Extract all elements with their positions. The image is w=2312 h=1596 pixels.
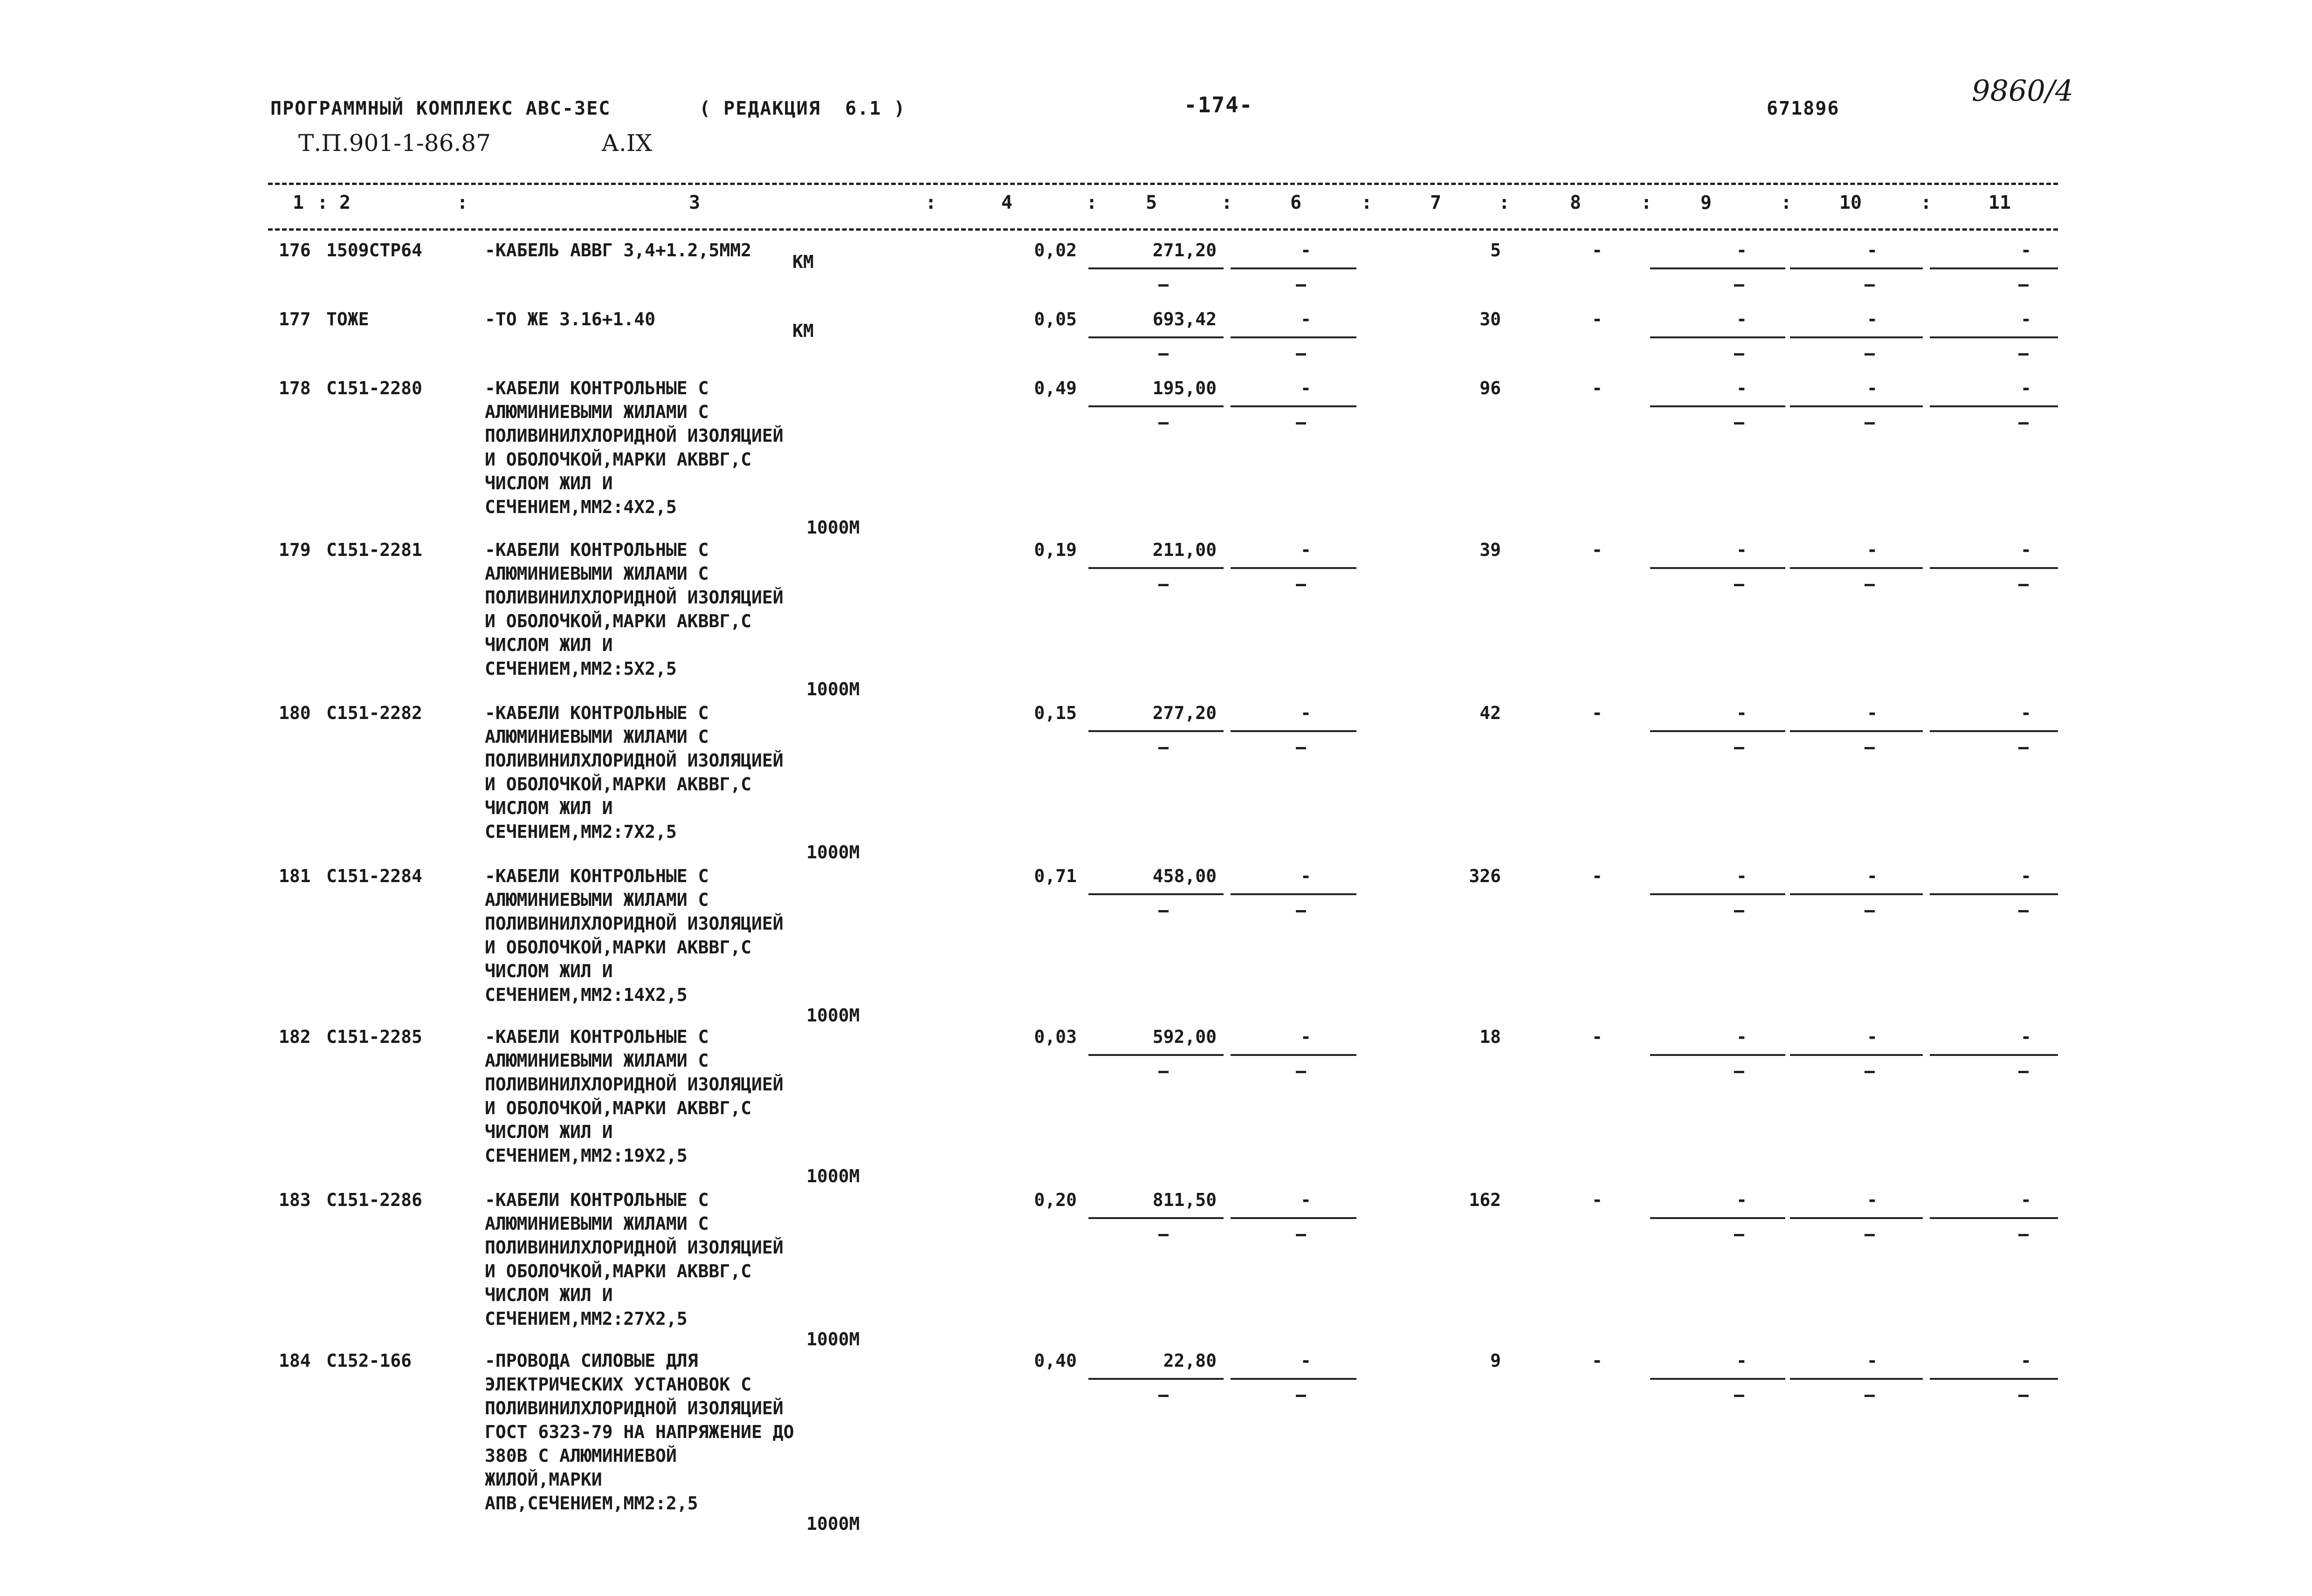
quantity: 0,05: [1034, 309, 1077, 329]
column-number-10: 10: [1839, 192, 1862, 213]
description-line: ПОЛИВИНИЛХЛОРИДНОЙ ИЗОЛЯЦИЕЙ: [485, 1398, 784, 1418]
description-line: ПОЛИВИНИЛХЛОРИДНОЙ ИЗОЛЯЦИЕЙ: [485, 1074, 784, 1095]
description-line: ПОЛИВИНИЛХЛОРИДНОЙ ИЗОЛЯЦИЕЙ: [485, 1237, 784, 1258]
project-number: Т.П.901-1-86.87: [298, 130, 491, 157]
price-code: ТОЖЕ: [326, 309, 369, 329]
fraction-rule: [1088, 567, 1224, 569]
unit-price: 458,00: [1152, 866, 1217, 886]
description-line: СЕЧЕНИЕМ,ММ2:27Х2,5: [485, 1308, 688, 1329]
empty-value-dash: [1865, 1234, 1875, 1236]
unit-price: 811,50: [1152, 1190, 1217, 1210]
empty-value-dash: [1865, 353, 1875, 356]
column-7-value: 96: [1479, 378, 1501, 398]
fraction-rule: [1231, 893, 1356, 895]
column-11-value: -: [2021, 1190, 2031, 1210]
empty-value-dash: [1734, 1234, 1744, 1236]
empty-value-dash: [1296, 1071, 1306, 1073]
quantity: 0,02: [1034, 240, 1077, 260]
item-description: [485, 308, 655, 331]
fraction-rule: [1231, 336, 1356, 338]
empty-value-dash: [1158, 747, 1169, 749]
empty-value-dash: [1158, 910, 1169, 912]
column-8-value: -: [1592, 703, 1603, 723]
column-10-value: -: [1867, 240, 1878, 260]
column-9-value: -: [1736, 378, 1747, 398]
column-7-value: 5: [1490, 240, 1501, 260]
column-10-value: -: [1867, 309, 1878, 329]
empty-value-dash: [2018, 284, 2029, 287]
program-title: ПРОГРАММНЫЙ КОМПЛЕКС АВС-ЗЕС: [270, 98, 611, 119]
document-code: 671896: [1767, 98, 1840, 119]
description-line: СЕЧЕНИЕМ,ММ2:5Х2,5: [485, 658, 677, 679]
empty-value-dash: [1734, 422, 1744, 425]
row-number: 176: [279, 240, 311, 260]
empty-value-dash: [1296, 584, 1306, 586]
empty-value-dash: [1296, 747, 1306, 749]
unit-of-measure: 1000М: [806, 1166, 860, 1186]
unit-of-measure: 1000М: [806, 517, 860, 538]
fraction-rule: [1650, 730, 1785, 732]
row-number: 178: [279, 378, 311, 398]
quantity: 0,71: [1034, 866, 1077, 886]
fraction-rule: [1930, 1054, 2058, 1056]
column-11-value: -: [2021, 378, 2031, 398]
unit-price: 592,00: [1152, 1027, 1217, 1047]
column-number-4: 4: [1001, 192, 1013, 213]
fraction-rule: [1088, 267, 1224, 269]
price-code: С151-2280: [326, 378, 422, 398]
description-line: И ОБОЛОЧКОЙ,МАРКИ АКВВГ,С: [485, 774, 751, 795]
column-9-value: -: [1736, 703, 1747, 723]
description-line: И ОБОЛОЧКОЙ,МАРКИ АКВВГ,С: [485, 611, 751, 631]
description-line: ЧИСЛОМ ЖИЛ И: [485, 635, 613, 655]
empty-value-dash: [1734, 747, 1744, 749]
unit-price: 22,80: [1163, 1350, 1217, 1371]
column-number-3: 3: [688, 192, 701, 213]
fraction-rule: [1088, 1217, 1224, 1219]
fraction-rule: [1650, 405, 1785, 407]
column-10-value: -: [1867, 540, 1878, 560]
item-description: [485, 239, 751, 262]
empty-value-dash: [2018, 910, 2029, 912]
description-line: СЕЧЕНИЕМ,ММ2:19Х2,5: [485, 1145, 688, 1166]
column-6-value: -: [1300, 309, 1311, 329]
price-code: С151-2284: [326, 866, 422, 886]
empty-value-dash: [1734, 1395, 1744, 1397]
fraction-rule: [1231, 267, 1356, 269]
fraction-rule: [1650, 1378, 1785, 1380]
fraction-rule: [1790, 267, 1923, 269]
item-description: [485, 1188, 784, 1331]
fraction-rule: [1231, 1217, 1356, 1219]
fraction-rule: [1650, 893, 1785, 895]
unit-price: 277,20: [1152, 703, 1217, 723]
row-number: 180: [279, 703, 311, 723]
quantity: 0,49: [1034, 378, 1077, 398]
column-10-value: -: [1867, 866, 1878, 886]
column-8-value: -: [1592, 309, 1603, 329]
fraction-rule: [1790, 567, 1923, 569]
fraction-rule: [1790, 336, 1923, 338]
unit-of-measure: 1000М: [806, 1005, 860, 1026]
description-line: -КАБЕЛИ КОНТРОЛЬНЫЕ С: [485, 378, 709, 398]
fraction-rule: [1088, 893, 1224, 895]
fraction-rule: [1088, 1378, 1224, 1380]
unit-of-measure: КМ: [792, 321, 814, 342]
unit-of-measure: 1000М: [806, 1329, 860, 1349]
fraction-rule: [1088, 405, 1224, 407]
fraction-rule: [1231, 730, 1356, 732]
row-number: 183: [279, 1190, 311, 1210]
description-line: -КАБЕЛЬ АВВГ 3,4+1.2,5ММ2: [485, 240, 751, 260]
empty-value-dash: [2018, 584, 2029, 586]
empty-value-dash: [2018, 422, 2029, 425]
column-number-2: 2: [339, 192, 351, 213]
column-11-value: -: [2021, 1027, 2031, 1047]
column-6-value: -: [1300, 866, 1311, 886]
empty-value-dash: [1865, 747, 1875, 749]
column-11-value: -: [2021, 540, 2031, 560]
row-number: 181: [279, 866, 311, 886]
fraction-rule: [1790, 1217, 1923, 1219]
description-line: ПОЛИВИНИЛХЛОРИДНОЙ ИЗОЛЯЦИЕЙ: [485, 913, 784, 934]
price-code: С151-2285: [326, 1027, 422, 1047]
column-9-value: -: [1736, 309, 1747, 329]
unit-of-measure: 1000М: [806, 842, 860, 863]
empty-value-dash: [1158, 284, 1169, 287]
empty-value-dash: [1734, 584, 1744, 586]
empty-value-dash: [1296, 422, 1306, 425]
column-8-value: -: [1592, 1350, 1603, 1371]
price-code: С151-2281: [326, 540, 422, 560]
fraction-rule: [1231, 1054, 1356, 1056]
empty-value-dash: [2018, 1071, 2029, 1073]
fraction-rule: [1930, 336, 2058, 338]
empty-value-dash: [1865, 584, 1875, 586]
fraction-rule: [1650, 267, 1785, 269]
fraction-rule: [1650, 336, 1785, 338]
row-number: 182: [279, 1027, 311, 1047]
column-6-value: -: [1300, 1027, 1311, 1047]
column-8-value: -: [1592, 378, 1603, 398]
fraction-rule: [1650, 1054, 1785, 1056]
empty-value-dash: [1158, 422, 1169, 425]
description-line: ЧИСЛОМ ЖИЛ И: [485, 961, 613, 981]
quantity: 0,03: [1034, 1027, 1077, 1047]
empty-value-dash: [1158, 1395, 1169, 1397]
item-description: [485, 864, 784, 1007]
item-description: [485, 538, 784, 681]
empty-value-dash: [1158, 353, 1169, 356]
page-number: -174-: [1184, 92, 1253, 117]
column-11-value: -: [2021, 1350, 2031, 1371]
column-7-value: 326: [1469, 866, 1501, 886]
album-number: А.IX: [601, 130, 653, 157]
column-separator: :: [1641, 192, 1652, 213]
column-9-value: -: [1736, 240, 1747, 260]
column-10-value: -: [1867, 1190, 1878, 1210]
description-line: 380В С АЛЮМИНИЕВОЙ: [485, 1445, 677, 1466]
table-top-rule: [268, 183, 2058, 185]
column-7-value: 30: [1479, 309, 1501, 329]
empty-value-dash: [1865, 422, 1875, 425]
fraction-rule: [1930, 267, 2058, 269]
row-number: 177: [279, 309, 311, 329]
empty-value-dash: [1865, 1071, 1875, 1073]
empty-value-dash: [1296, 353, 1306, 356]
column-9-value: -: [1736, 540, 1747, 560]
description-line: ЧИСЛОМ ЖИЛ И: [485, 798, 613, 818]
description-line: -КАБЕЛИ КОНТРОЛЬНЫЕ С: [485, 703, 709, 723]
unit-price: 693,42: [1152, 309, 1217, 329]
description-line: -КАБЕЛИ КОНТРОЛЬНЫЕ С: [485, 866, 709, 886]
column-separator: :: [1221, 192, 1233, 213]
empty-value-dash: [1158, 1234, 1169, 1236]
column-separator: :: [1499, 192, 1510, 213]
unit-price: 271,20: [1152, 240, 1217, 260]
price-code: С151-2286: [326, 1190, 422, 1210]
column-6-value: -: [1300, 540, 1311, 560]
edition-label: ( РЕДАКЦИЯ 6.1 ): [699, 98, 906, 119]
fraction-rule: [1930, 1378, 2058, 1380]
fraction-rule: [1790, 1054, 1923, 1056]
fraction-rule: [1650, 1217, 1785, 1219]
column-separator: :: [1781, 192, 1792, 213]
unit-price: 211,00: [1152, 540, 1217, 560]
item-description: [485, 1025, 784, 1168]
fraction-rule: [1231, 405, 1356, 407]
description-line: -КАБЕЛИ КОНТРОЛЬНЫЕ С: [485, 1027, 709, 1047]
empty-value-dash: [1865, 910, 1875, 912]
handwritten-sheet-number: 9860/4: [1972, 74, 2074, 108]
description-line: АЛЮМИНИЕВЫМИ ЖИЛАМИ С: [485, 1213, 709, 1234]
column-number-9: 9: [1700, 192, 1712, 213]
fraction-rule: [1930, 405, 2058, 407]
column-11-value: -: [2021, 309, 2031, 329]
column-10-value: -: [1867, 1027, 1878, 1047]
fraction-rule: [1231, 1378, 1356, 1380]
fraction-rule: [1930, 730, 2058, 732]
empty-value-dash: [1734, 1071, 1744, 1073]
fraction-rule: [1930, 567, 2058, 569]
description-line: АЛЮМИНИЕВЫМИ ЖИЛАМИ С: [485, 726, 709, 747]
column-number-8: 8: [1569, 192, 1582, 213]
empty-value-dash: [1734, 284, 1744, 287]
column-7-value: 162: [1469, 1190, 1501, 1210]
row-number: 184: [279, 1350, 311, 1371]
description-line: ПОЛИВИНИЛХЛОРИДНОЙ ИЗОЛЯЦИЕЙ: [485, 425, 784, 446]
column-6-value: -: [1300, 703, 1311, 723]
unit-price: 195,00: [1152, 378, 1217, 398]
empty-value-dash: [2018, 1234, 2029, 1236]
fraction-rule: [1650, 567, 1785, 569]
column-11-value: -: [2021, 240, 2031, 260]
column-11-value: -: [2021, 703, 2031, 723]
fraction-rule: [1930, 1217, 2058, 1219]
column-8-value: -: [1592, 1027, 1603, 1047]
fraction-rule: [1790, 730, 1923, 732]
column-7-value: 9: [1490, 1350, 1501, 1371]
description-line: АЛЮМИНИЕВЫМИ ЖИЛАМИ С: [485, 890, 709, 910]
description-line: -ПРОВОДА СИЛОВЫЕ ДЛЯ: [485, 1350, 698, 1371]
description-line: АЛЮМИНИЕВЫМИ ЖИЛАМИ С: [485, 563, 709, 584]
empty-value-dash: [1296, 284, 1306, 287]
quantity: 0,40: [1034, 1350, 1077, 1371]
description-line: СЕЧЕНИЕМ,ММ2:14Х2,5: [485, 985, 688, 1005]
column-10-value: -: [1867, 1350, 1878, 1371]
description-line: ГОСТ 6323-79 НА НАПРЯЖЕНИЕ ДО: [485, 1422, 794, 1442]
unit-of-measure: 1000М: [806, 1514, 860, 1534]
column-6-value: -: [1300, 240, 1311, 260]
column-number-6: 6: [1290, 192, 1302, 213]
description-line: ЧИСЛОМ ЖИЛ И: [485, 1122, 613, 1142]
description-line: И ОБОЛОЧКОЙ,МАРКИ АКВВГ,С: [485, 449, 751, 470]
row-number: 179: [279, 540, 311, 560]
description-line: ЧИСЛОМ ЖИЛ И: [485, 473, 613, 493]
column-9-value: -: [1736, 1027, 1747, 1047]
description-line: ПОЛИВИНИЛХЛОРИДНОЙ ИЗОЛЯЦИЕЙ: [485, 750, 784, 771]
column-separator: :: [1920, 192, 1932, 213]
empty-value-dash: [1734, 910, 1744, 912]
column-6-value: -: [1300, 378, 1311, 398]
description-line: И ОБОЛОЧКОЙ,МАРКИ АКВВГ,С: [485, 937, 751, 958]
description-line: ЖИЛОЙ,МАРКИ: [485, 1469, 602, 1490]
empty-value-dash: [1296, 1234, 1306, 1236]
item-description: [485, 701, 784, 844]
fraction-rule: [1790, 405, 1923, 407]
column-7-value: 39: [1479, 540, 1501, 560]
empty-value-dash: [1865, 284, 1875, 287]
column-6-value: -: [1300, 1190, 1311, 1210]
fraction-rule: [1790, 893, 1923, 895]
column-number-5: 5: [1145, 192, 1157, 213]
empty-value-dash: [1734, 353, 1744, 356]
fraction-rule: [1088, 336, 1224, 338]
column-9-value: -: [1736, 1350, 1747, 1371]
empty-value-dash: [2018, 747, 2029, 749]
column-7-value: 18: [1479, 1027, 1501, 1047]
fraction-rule: [1790, 1378, 1923, 1380]
column-10-value: -: [1867, 703, 1878, 723]
empty-value-dash: [2018, 353, 2029, 356]
column-8-value: -: [1592, 240, 1603, 260]
unit-of-measure: КМ: [792, 252, 814, 273]
column-separator: :: [925, 192, 937, 213]
description-line: И ОБОЛОЧКОЙ,МАРКИ АКВВГ,С: [485, 1261, 751, 1281]
unit-of-measure: 1000М: [806, 679, 860, 699]
table-header-rule: [268, 228, 2058, 231]
price-code: С152-166: [326, 1350, 412, 1371]
column-11-value: -: [2021, 866, 2031, 886]
description-line: СЕЧЕНИЕМ,ММ2:7Х2,5: [485, 822, 677, 842]
empty-value-dash: [1158, 584, 1169, 586]
price-code: 1509СТР64: [326, 240, 422, 260]
column-9-value: -: [1736, 866, 1747, 886]
description-line: ПОЛИВИНИЛХЛОРИДНОЙ ИЗОЛЯЦИЕЙ: [485, 587, 784, 608]
price-code: С151-2282: [326, 703, 422, 723]
item-description: [485, 377, 784, 519]
description-line: -КАБЕЛИ КОНТРОЛЬНЫЕ С: [485, 1190, 709, 1210]
column-8-value: -: [1592, 866, 1603, 886]
description-line: СЕЧЕНИЕМ,ММ2:4Х2,5: [485, 497, 677, 517]
fraction-rule: [1231, 567, 1356, 569]
description-line: АЛЮМИНИЕВЫМИ ЖИЛАМИ С: [485, 1050, 709, 1071]
fraction-rule: [1088, 730, 1224, 732]
empty-value-dash: [1158, 1071, 1169, 1073]
quantity: 0,20: [1034, 1190, 1077, 1210]
column-6-value: -: [1300, 1350, 1311, 1371]
empty-value-dash: [2018, 1395, 2029, 1397]
fraction-rule: [1088, 1054, 1224, 1056]
empty-value-dash: [1865, 1395, 1875, 1397]
quantity: 0,19: [1034, 540, 1077, 560]
column-separator: :: [457, 192, 468, 213]
column-10-value: -: [1867, 378, 1878, 398]
column-separator: :: [1086, 192, 1098, 213]
column-separator: :: [317, 192, 329, 213]
empty-value-dash: [1296, 910, 1306, 912]
item-description: [485, 1349, 794, 1515]
description-line: АПВ,СЕЧЕНИЕМ,ММ2:2,5: [485, 1493, 698, 1514]
column-number-11: 11: [1988, 192, 2011, 213]
column-number-1: 1: [292, 192, 304, 213]
description-line: -КАБЕЛИ КОНТРОЛЬНЫЕ С: [485, 540, 709, 560]
column-9-value: -: [1736, 1190, 1747, 1210]
column-separator: :: [1361, 192, 1373, 213]
fraction-rule: [1930, 893, 2058, 895]
description-line: -ТО ЖЕ 3.16+1.40: [485, 309, 656, 329]
quantity: 0,15: [1034, 703, 1077, 723]
description-line: АЛЮМИНИЕВЫМИ ЖИЛАМИ С: [485, 402, 709, 422]
column-8-value: -: [1592, 540, 1603, 560]
empty-value-dash: [1296, 1395, 1306, 1397]
description-line: И ОБОЛОЧКОЙ,МАРКИ АКВВГ,С: [485, 1098, 751, 1118]
column-7-value: 42: [1479, 703, 1501, 723]
description-line: ЭЛЕКТРИЧЕСКИХ УСТАНОВОК С: [485, 1374, 751, 1395]
description-line: ЧИСЛОМ ЖИЛ И: [485, 1285, 613, 1305]
column-number-7: 7: [1430, 192, 1442, 213]
column-8-value: -: [1592, 1190, 1603, 1210]
